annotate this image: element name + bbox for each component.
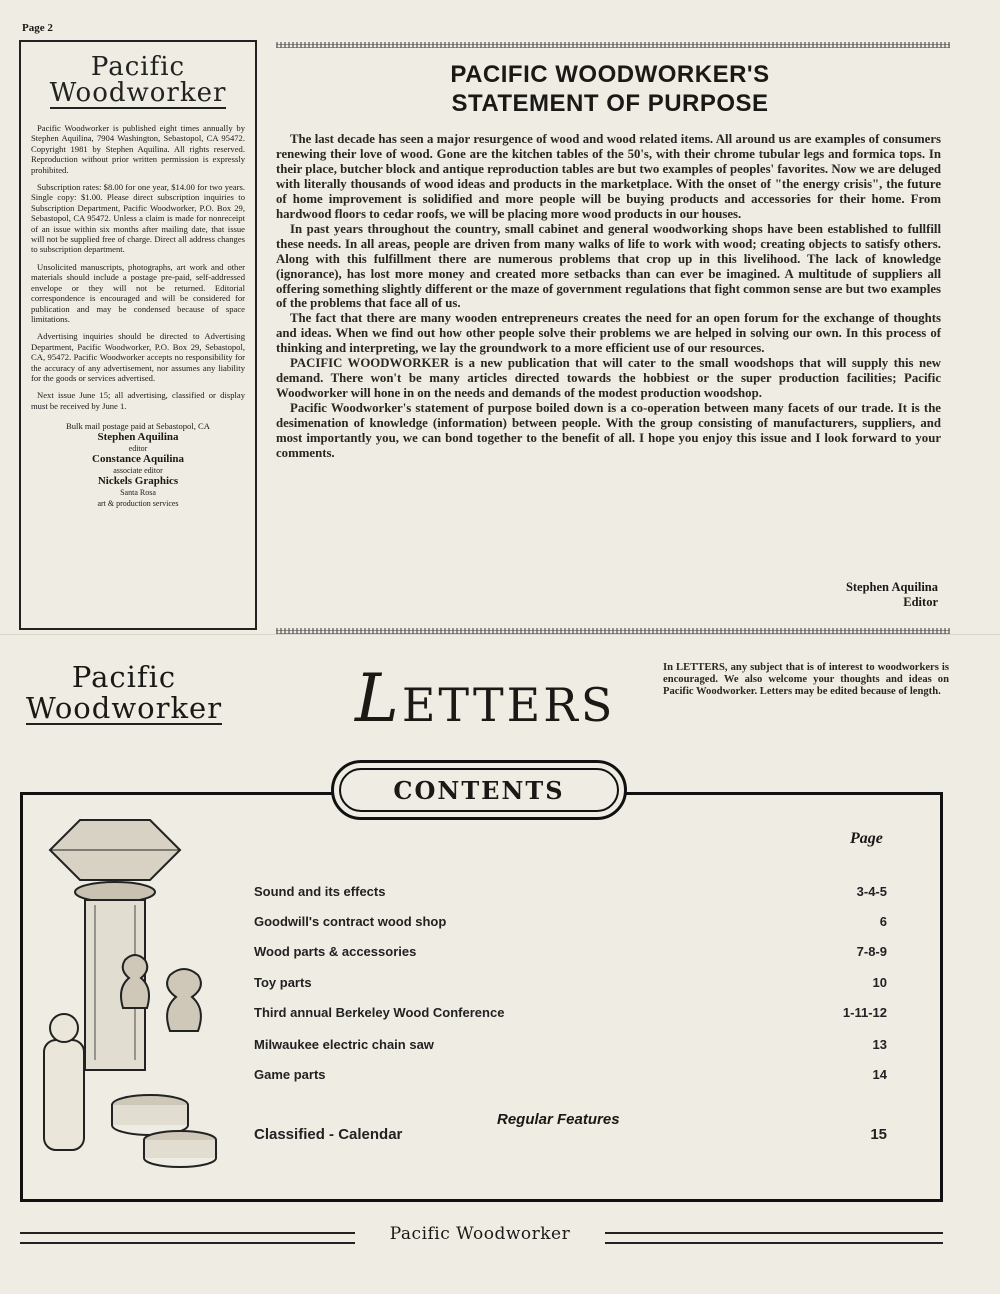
- masthead-credits: [31, 421, 245, 509]
- credit-name: Constance Aquilina: [92, 453, 184, 466]
- toc-title: Wood parts & accessories: [254, 944, 417, 959]
- credit-role: associate editor: [113, 466, 163, 476]
- page-column-header: Page: [850, 830, 883, 847]
- signature-name: Stephen Aquilina: [845, 580, 938, 594]
- letters-logo: [26, 660, 222, 725]
- letters-logo-line2: Woodworker: [26, 691, 223, 725]
- toc-page: 14: [872, 1067, 887, 1082]
- purpose-paragraph: The last decade has seen a major resurgence of wood and wood related items. All around us are examples of consumers renewing their love of wood. Gone are the kitchen tables of the 50's, with their chrome tubular legs and formica tops. In their place, butcher block and antique reproduction tables are but two examples of peoples' favorites. Now we are deluged with literally thousands of wood ideas and products in the marketplace. With the onset of "the energy crisis", the future of home improvement is solidified and more people will be buying products and accessories for their home. From hardwood floors to cedar roofs, we will be placing more wood products in our houses.: [276, 132, 941, 221]
- toc-title: Third annual Berkeley Wood Conference: [254, 1005, 505, 1020]
- toc-title: Milwaukee electric chain saw: [254, 1037, 434, 1052]
- toc-row[interactable]: [254, 1067, 887, 1082]
- toc-page: 1-11-12: [842, 1005, 887, 1020]
- masthead-logo-line1: Pacific: [90, 52, 186, 82]
- toc-row[interactable]: [254, 1005, 887, 1020]
- letters-heading-initial: L: [355, 660, 402, 737]
- toc-page: 3-4-5: [856, 884, 887, 899]
- toc-title: Game parts: [254, 1067, 326, 1082]
- toc-page: 13: [872, 1037, 887, 1052]
- letters-heading-rest: ETTERS: [401, 678, 616, 732]
- purpose-title-line1: PACIFIC WOODWORKER'S: [450, 61, 770, 88]
- footer-title: Pacific Woodworker: [355, 1224, 605, 1244]
- turned-part: [167, 969, 201, 1031]
- purpose-paragraph: The fact that there are many wooden entrepreneurs creates the need for an open forum for the exchange of thoughts and ideas. When we find out how other people solve their problems we are helped in solving our own. In this process of thinking and interpreting, we lay the groundwork to a more efficient use of our resources.: [276, 311, 941, 356]
- masthead-text: [31, 123, 245, 411]
- toc-row[interactable]: [254, 914, 887, 929]
- credit-role: editor: [128, 444, 148, 454]
- contents-badge: [331, 760, 627, 820]
- masthead-box: [19, 40, 257, 630]
- credit-name: Stephen Aquilina: [97, 431, 179, 444]
- masthead-paragraph: Advertising inquiries should be directed to Advertising Department, Pacific Woodworker, P.O. Box 29, Sebastopol, CA, 95472. Pacific Woodworker accepts no responsibility for the accuracy of any advertisement, nor assumes any liability for the goods or services advertised.: [31, 331, 245, 383]
- top-dotted-rule: [276, 42, 950, 48]
- toc-page: 15: [870, 1126, 887, 1143]
- signature: [846, 580, 938, 610]
- credit-role: Santa Rosa: [120, 488, 156, 498]
- masthead-paragraph: Unsolicited manuscripts, photographs, art work and other materials should include a postage pre-paid, self-addressed envelope or they will not be returned. Editorial correspondence is encouraged and will be considered for publication and may be condensed because of space limitations.: [31, 261, 245, 324]
- page-number: Page 2: [22, 22, 53, 34]
- footer-rule-left: [20, 1224, 360, 1252]
- letters-logo-line1: Pacific: [71, 660, 177, 694]
- signature-title: Editor: [903, 595, 938, 609]
- toc-title: Goodwill's contract wood shop: [254, 914, 447, 929]
- toc-title: Sound and its effects: [254, 884, 386, 899]
- toc-row[interactable]: [254, 975, 887, 990]
- wood-parts-illustration: [40, 810, 240, 1190]
- toc-page: 7-8-9: [856, 944, 887, 959]
- peg-doll: [44, 1040, 84, 1150]
- regular-features-label: Regular Features: [497, 1111, 620, 1128]
- toc-page: 10: [872, 975, 887, 990]
- toc-row-regular[interactable]: [254, 1126, 887, 1143]
- purpose-paragraph: In past years throughout the country, small cabinet and general woodworking shops have been established to fullfill these needs. In all areas, people are driven from many walks of life to work with wood; creating objects to satisfy others. Along with this fulfillment there are numerous problems that crop up in this livelihood. The lack of knowledge (ignorance), has lost more money and created more setbacks than can ever be imagined. A multitude of suppliers all offering something slightly different or the maze of government regulations that fight common sense are but two examples of the problems that face all of us.: [276, 221, 941, 311]
- masthead-paragraph: Subscription rates: $8.00 for one year, $14.00 for two years. Single copy: $1.00. Please direct subscription inquiries to Subscription Department, Pacific Woodworker, P.O. Box 29, Sebastopol, CA 95472. Unless a claim is made for nonreceipt of an issue within six months after mailing date, that issue will not be supplied free of charge. Direct all address changes to subscription department.: [31, 182, 245, 255]
- purpose-paragraph: PACIFIC WOODWORKER is a new publication that will cater to the small woodshops that will supply this new demand. There won't be many articles directed towards the hobbiest or the super production facilities; Pacific Woodworker will hone in on the needs and demands of the modest production woodshop.: [276, 356, 941, 401]
- purpose-body: [276, 132, 941, 461]
- postage-note: Bulk mail postage paid at Sebastopol, CA: [66, 421, 210, 432]
- footer-rule-right: [600, 1224, 943, 1252]
- masthead-paragraph: Pacific Woodworker is published eight times annually by Stephen Aquilina, 7904 Washington, Sebastopol, CA 95472. Copyright 1981 by Stephen Aquilina. All rights reserved. Reproduction without prior written permission is expressly prohibited.: [31, 123, 245, 175]
- toc-title: Classified - Calendar: [254, 1126, 403, 1143]
- credit-role: art & production services: [97, 499, 179, 509]
- credit-name: Nickels Graphics: [97, 475, 179, 488]
- purpose-paragraph: Pacific Woodworker's statement of purpose boiled down is a co-operation between many facets of our trade. It is the desimenation of knowledge (information) between people. With the group consisting of manufacturers, suppliers, and most importantly you, we can bond together to the benefit of all. I hope you enjoy this issue and I look forward to your comments.: [276, 401, 941, 461]
- toc-row[interactable]: [254, 1037, 887, 1052]
- masthead-logo-line2: Woodworker: [49, 78, 227, 108]
- purpose-title-line2: STATEMENT OF PURPOSE: [451, 90, 769, 117]
- contents-badge-label: CONTENTS: [339, 768, 619, 812]
- purpose-title: [280, 60, 940, 118]
- toc-row[interactable]: [254, 944, 887, 959]
- fold-line: [0, 634, 1000, 635]
- turned-part: [121, 955, 149, 1008]
- masthead-logo: [31, 54, 245, 109]
- masthead-paragraph: Next issue June 15; all advertising, classified or display must be received by June 1.: [31, 390, 245, 411]
- toc-page: 6: [879, 914, 887, 929]
- toc-title: Toy parts: [254, 975, 312, 990]
- letters-heading: [355, 660, 615, 737]
- toc-row[interactable]: [254, 884, 887, 899]
- letters-note: In LETTERS, any subject that is of interest to woodworkers is encouraged. We also welcome your thoughts and ideas on Pacific Woodworker. Letters may be edited because of length.: [663, 662, 949, 698]
